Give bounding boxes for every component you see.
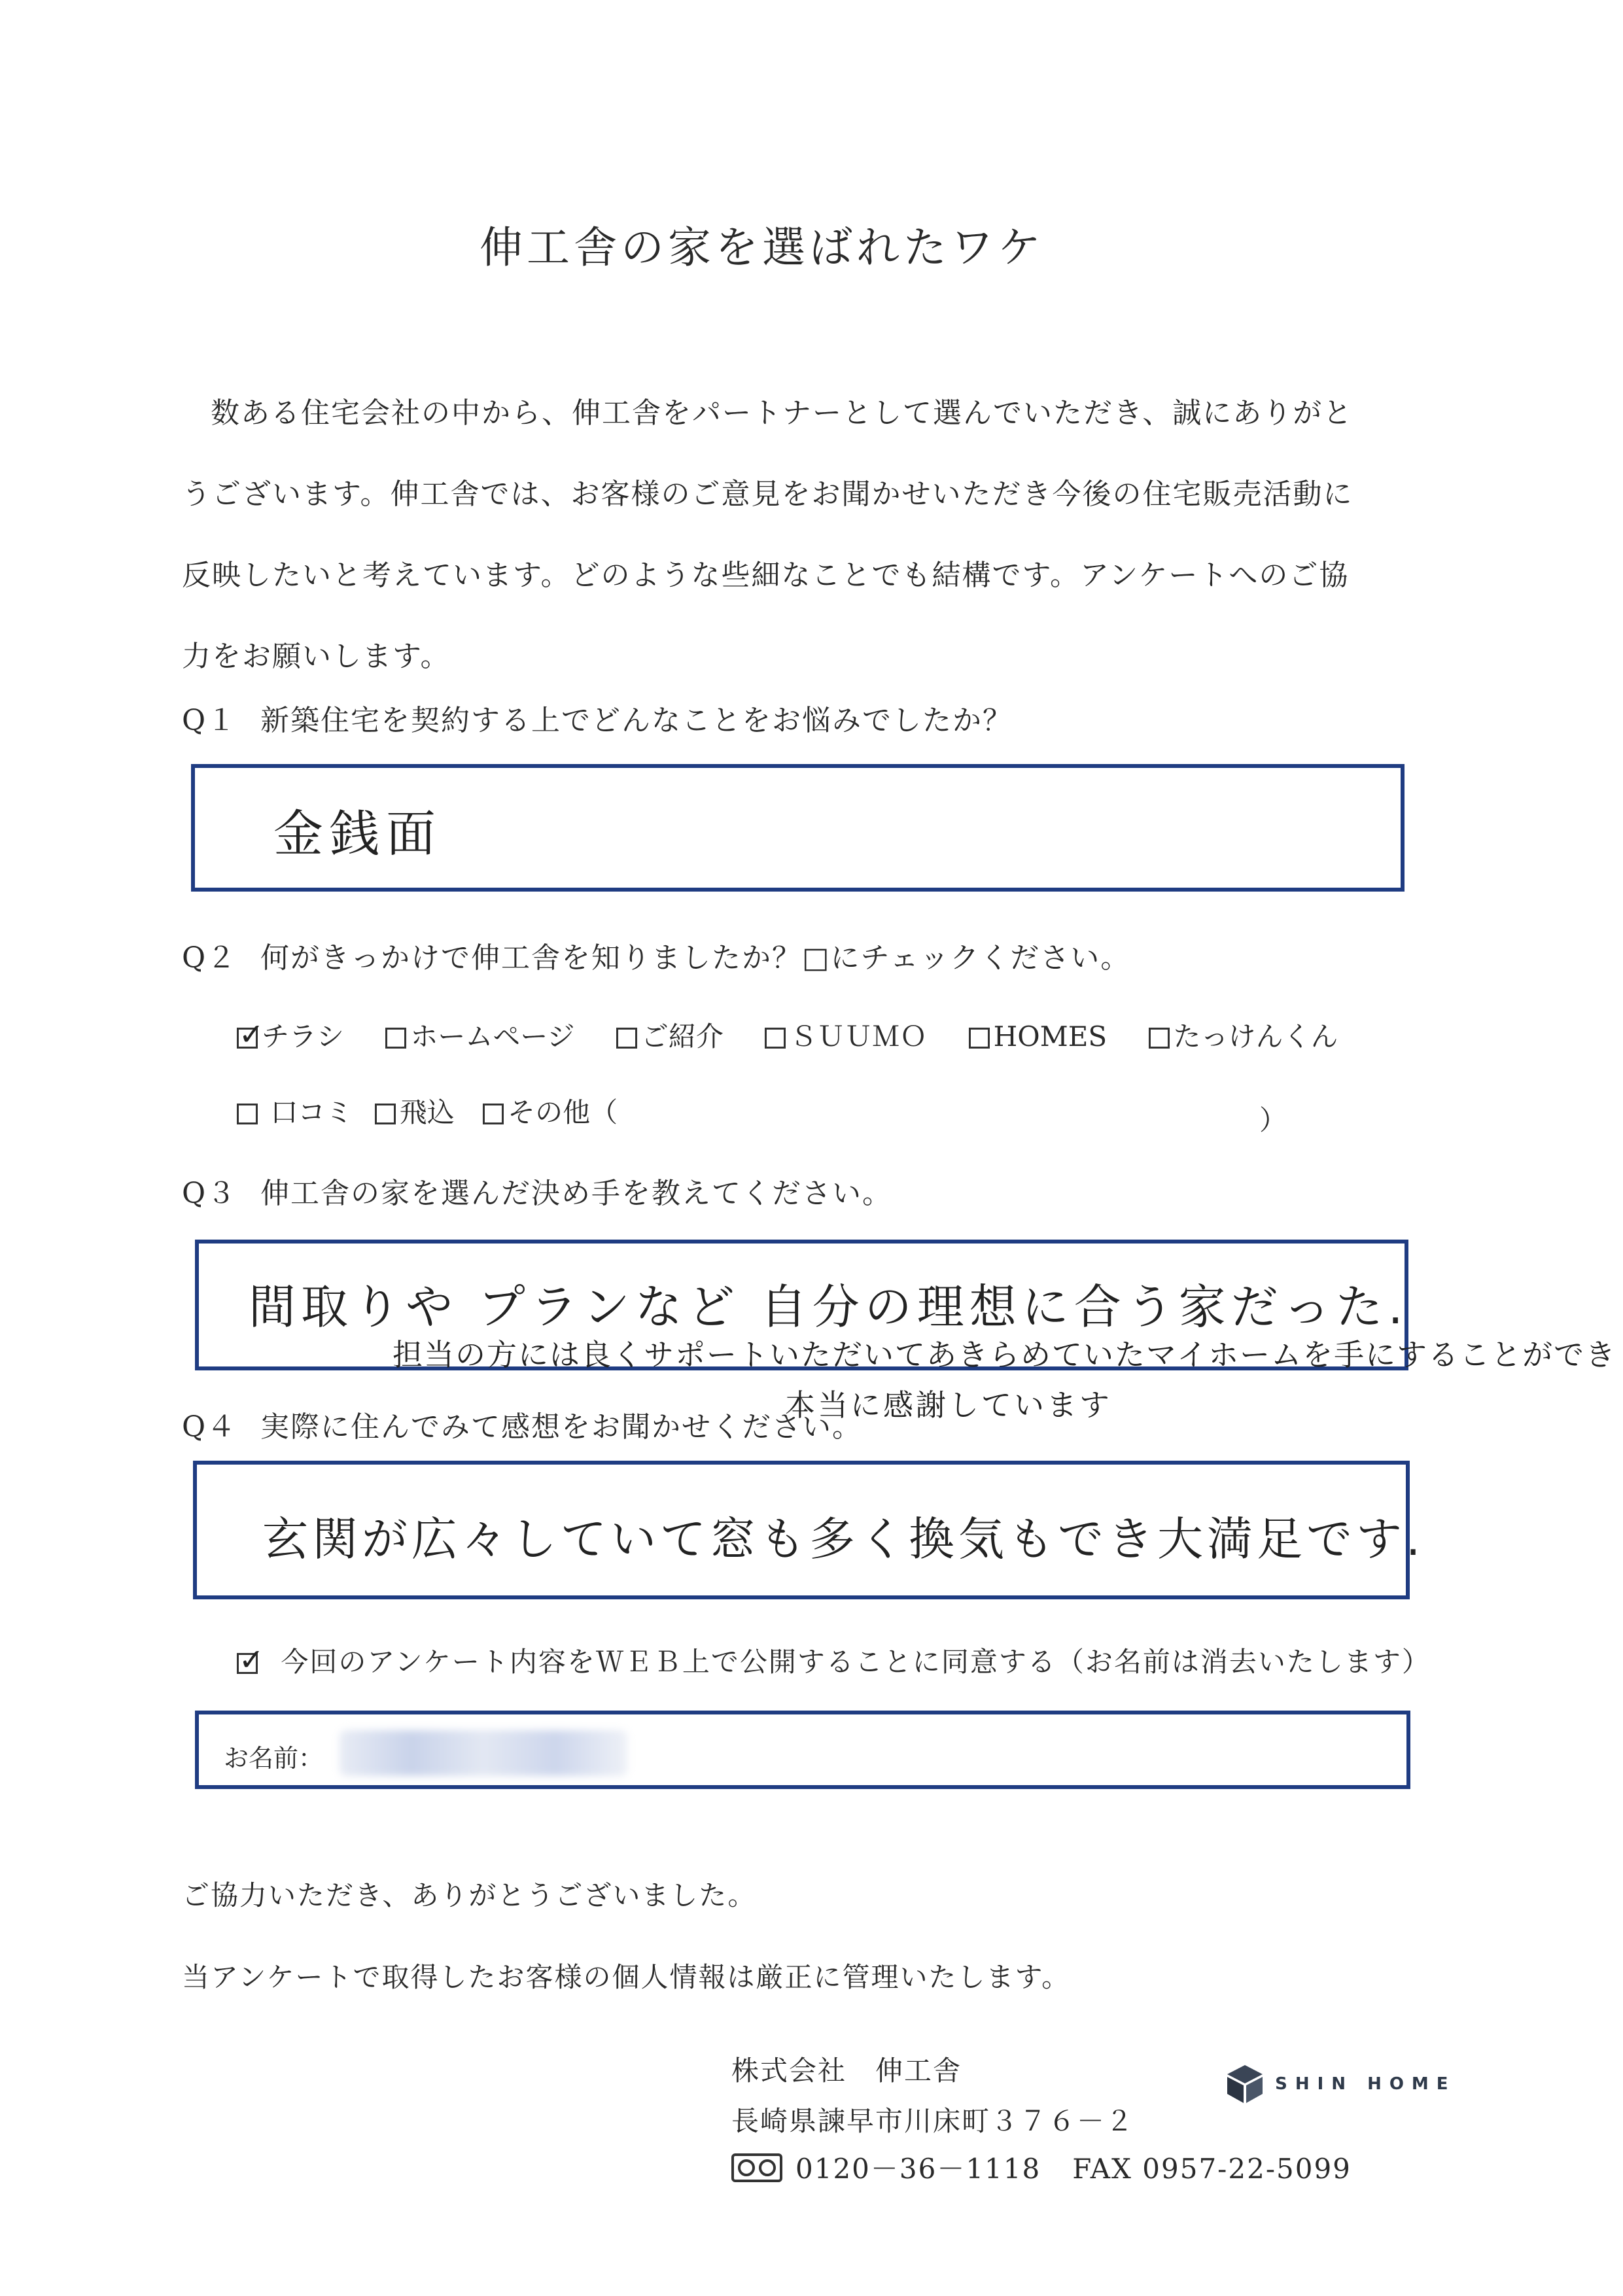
consent-row[interactable] — [237, 1641, 1431, 1680]
checkbox[interactable] — [237, 1104, 258, 1124]
q2-options-row2 — [237, 1091, 650, 1130]
name-redacted — [340, 1730, 627, 1776]
option-homes[interactable]: HOMES — [969, 1020, 1108, 1052]
checkbox[interactable] — [765, 1028, 786, 1049]
freedial-icon — [731, 2153, 782, 2182]
q2-number: Q２ — [182, 941, 237, 975]
option-other[interactable]: その他（ — [483, 1091, 618, 1130]
logo-text: SHIN HOME — [1275, 2074, 1456, 2094]
q1-number: Q１ — [182, 704, 237, 737]
q1-answer-box[interactable] — [191, 764, 1405, 892]
thanks-text: ご協力いただき、ありがとうございました。 — [182, 1879, 757, 1911]
option-suumo[interactable]: ＳＵＵＭＯ — [765, 1015, 927, 1054]
checkbox-checked[interactable] — [237, 1028, 258, 1049]
q3-text: 伸工舎の家を選んだ決め手を教えてください。 — [260, 1177, 892, 1210]
q1-answer: 金銭面 — [273, 805, 442, 863]
q3-answer-line2: 担当の方には良くサポートいただいてあきらめていたマイホームを手にすることができ — [393, 1337, 1617, 1372]
q3-question — [182, 1170, 892, 1211]
q2-options-row1 — [237, 1015, 1371, 1054]
checkbox[interactable] — [375, 1104, 396, 1124]
intro-paragraph: 数ある住宅会社の中から、伸工舎をパートナーとして選んでいただき、誠にありがとうございます。伸工舎では、お客様のご意見をお聞かせいただき今後の住宅販売活動に反映したいと考えています。どのような些細なことでも結構です。アンケートへのご協力をお願いします。 — [182, 396, 1353, 673]
checkbox[interactable] — [385, 1028, 406, 1049]
checkbox[interactable] — [1149, 1028, 1170, 1049]
privacy-text: 当アンケートで取得したお客様の個人情報は厳正に管理いたします。 — [182, 1961, 1071, 1993]
checkbox[interactable] — [616, 1028, 637, 1049]
company-logo — [1225, 2064, 1456, 2104]
q4-answer: 玄関が広々していて窓も多く換気もでき大満足です. — [262, 1512, 1425, 1566]
option-word-of-mouth[interactable]: 口コミ — [237, 1091, 353, 1130]
checkbox[interactable] — [969, 1028, 990, 1049]
option-walk-in[interactable]: 飛込 — [375, 1091, 455, 1130]
option-homepage[interactable]: ホームページ — [385, 1015, 574, 1054]
option-flyer[interactable]: ✓チラシ — [237, 1015, 344, 1054]
q2-other-close: ） — [1259, 1104, 1287, 1136]
consent-checkbox[interactable] — [237, 1653, 258, 1674]
q2-text: 何がきっかけで伸工舎を知りましたか？□にチェックください。 — [260, 941, 1131, 975]
q4-text: 実際に住んでみて感想をお聞かせください。 — [260, 1410, 862, 1444]
cube-logo-icon — [1225, 2064, 1265, 2104]
option-takkenkun[interactable]: たっけんくん — [1149, 1015, 1338, 1054]
page-title: 伸工舎の家を選ばれたワケ — [480, 222, 1045, 273]
q3-answer-line1: 間取りや プランなど 自分の理想に合う家だった. — [249, 1279, 1408, 1334]
name-box[interactable] — [195, 1711, 1410, 1789]
q3-number: Q３ — [182, 1177, 237, 1210]
q1-text: 新築住宅を契約する上でどんなことをお悩みでしたか？ — [260, 704, 1013, 737]
q1-question — [182, 697, 1013, 739]
name-label: お名前： — [224, 1744, 324, 1773]
q4-number: Q４ — [182, 1410, 237, 1444]
q4-question — [182, 1403, 862, 1445]
company-name: 株式会社 伸工舎 — [731, 2055, 962, 2087]
q4-answer-box[interactable] — [193, 1461, 1425, 1599]
company-contact — [731, 2148, 1352, 2187]
q2-question — [182, 934, 1130, 976]
freedial-number: 0120－36－1118 — [795, 2153, 1041, 2185]
checkbox[interactable] — [483, 1104, 504, 1124]
consent-text: 今回のアンケート内容をＷＥＢ上で公開することに同意する（お名前は消去いたします） — [281, 1646, 1431, 1678]
option-referral[interactable]: ご紹介 — [616, 1015, 724, 1054]
q3-answer-line3: 本当に感謝しています — [785, 1387, 1112, 1423]
company-address: 長崎県諫早市川床町３７６－２ — [731, 2105, 1135, 2137]
fax-number: FAX 0957-22-5099 — [1072, 2153, 1352, 2185]
